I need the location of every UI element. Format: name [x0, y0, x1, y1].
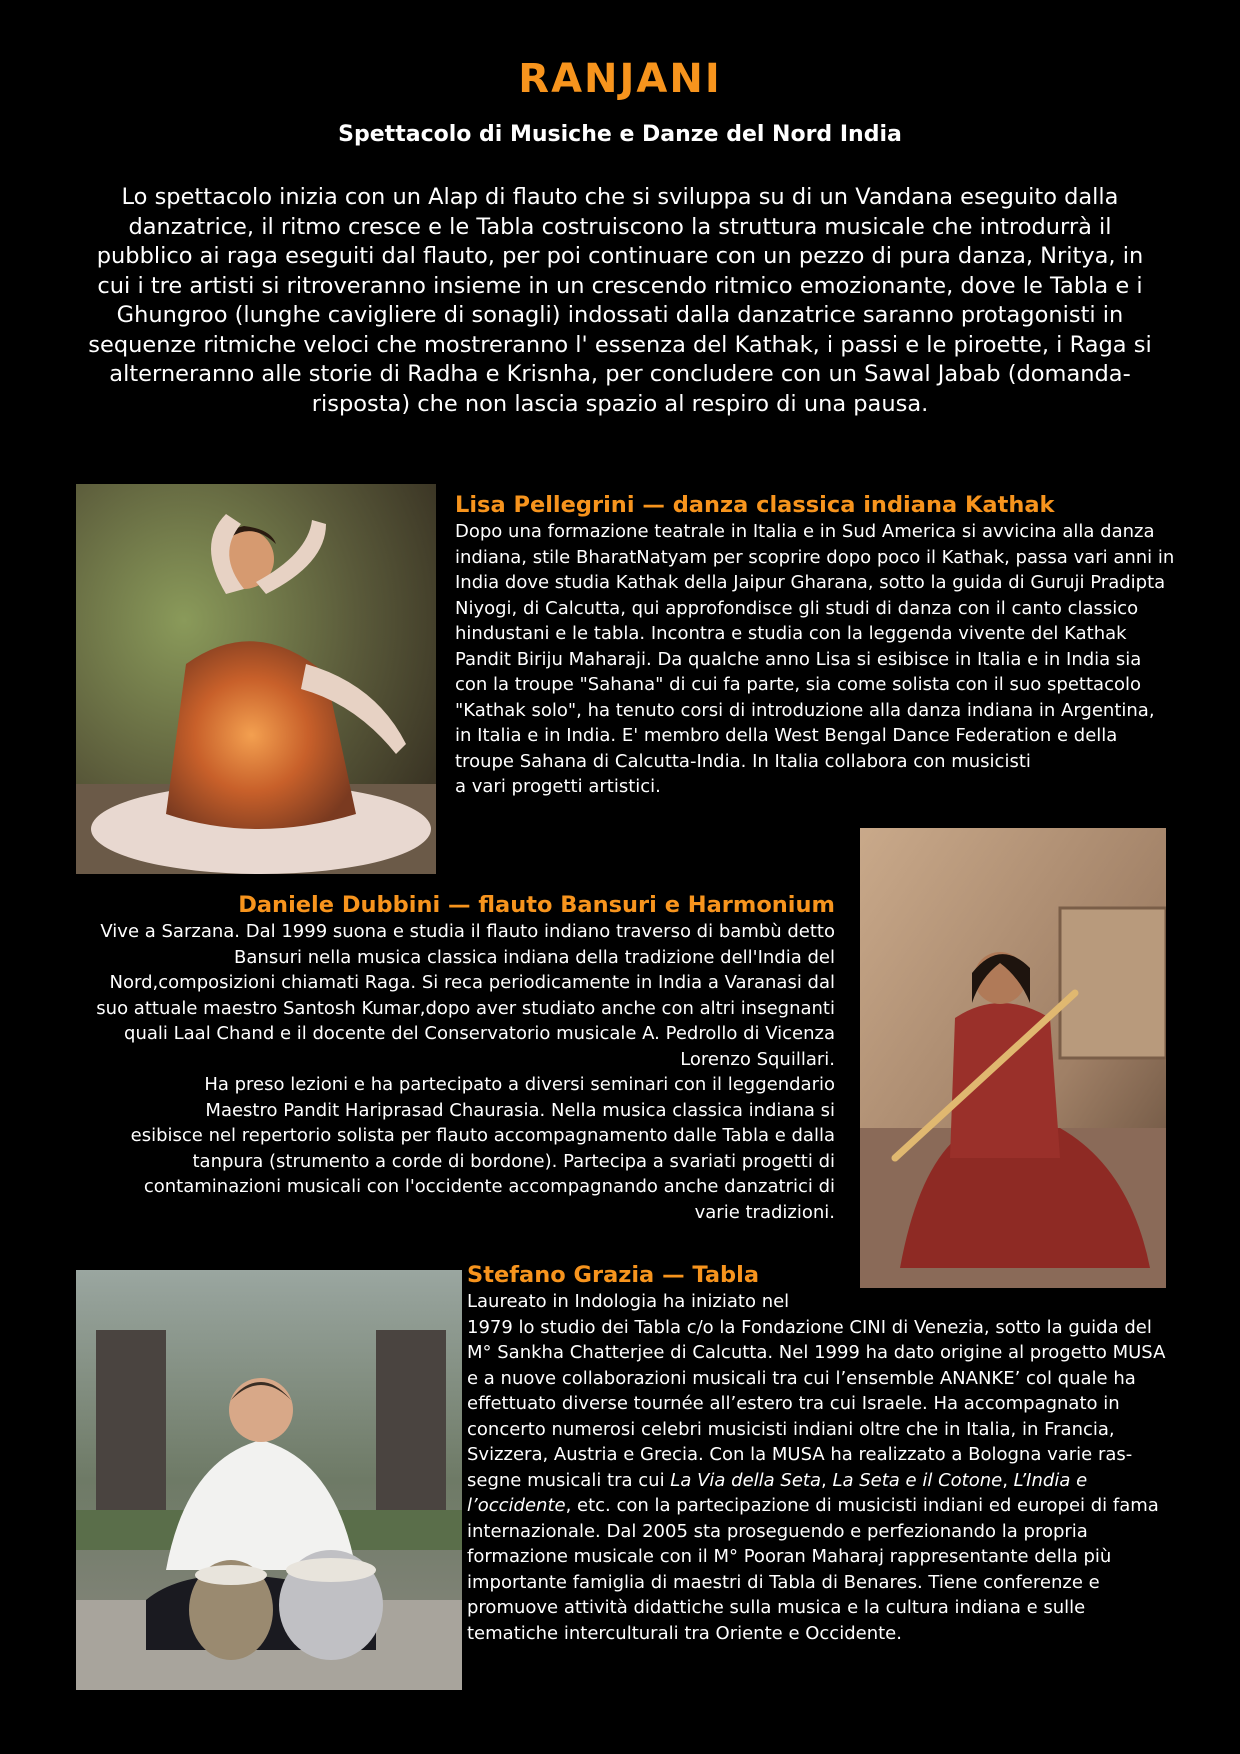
artist-name: Lisa Pellegrini — danza classica indiana Kathak: [455, 492, 1055, 518]
event-title: La Seta e il Cotone: [832, 1469, 1003, 1491]
bio-text: Vive a Sarzana. Dal 1999 suona e studia il flauto indiano traverso di bambù detto Bansuri nella musica classica indiana della tradizione dell'India del Nord,composizioni chiamati Raga. Si reca periodicamente in India a Varanasi dal suo attuale maestro Santosh Kumar,dopo aver studiato anche con altri insegnanti quali Laal Chand e il docente del Conservatorio musicale A. Pedrollo di Vicenza Lorenzo Squillari.: [96, 921, 835, 1070]
separator: ,: [1002, 1469, 1014, 1491]
bio-text: Ha preso lezioni e ha partecipato a diversi seminari con il leggendario Maestro Pandit Hariprasad Chaurasia. Nella musica classica indiana si esibisce nel repertorio solista per flauto accompagnamento dalle Tabla e dalla tanpura (strumento a corde di bordone). Partecipa a svariati progetti di contaminazioni musicali con l'occidente accompagnando anche danzatrici di varie tradizioni.: [130, 1074, 835, 1223]
flute-player-photo: [860, 828, 1166, 1288]
artist-bio-stefano: [467, 1261, 1180, 1646]
event-title: L’India e l’occidente: [467, 1469, 1088, 1516]
bio-text-part: 1979 lo studio dei Tabla c/o la Fondazione CINI di Venezia, sotto la guida del M° Sankha Chatterjee di Calcutta. Nel 1999 ha dato origine al progetto MUSA e a nuove collaborazioni musicali tra cui l’ensemble ANANKE’ col quale ha effettuato diverse tournée all’estero tra cui Israele. Ha accompagnato in concerto numerosi celebri musicisti indiani oltre che in Italia, in Francia, Svizzera, Austria e Grecia. Con la MUSA ha realizzato a Bologna varie ras-segne musicali tra cui: [467, 1316, 1166, 1491]
tabla-player-photo: [76, 1270, 462, 1690]
bio-text-part: , etc. con la partecipazione di musicisti indiani ed europei di fama internazionale. Dal 2005 sta proseguendo e perfezionando la propria formazione musicale con il M° Pooran Maharaj rappresentante della più importante famiglia di maestri di Tabla di Benares. Tiene conferenze e promuove attività didattiche sulla musica e la cultura indiana e sulle tematiche interculturali tra Oriente e Occidente.: [467, 1495, 1159, 1644]
page-subtitle: Spettacolo di Musiche e Danze del Nord India: [338, 122, 902, 147]
dancer-photo: [76, 484, 436, 874]
bio-text: Dopo una formazione teatrale in Italia e in Sud America si avvicina alla danza indiana, stile BharatNatyam per scoprire dopo poco il Kathak, passa vari anni in India dove studia Kathak della Jaipur Gharana, sotto la guida di Guruji Pradipta Niyogi, di Calcutta, qui approfondisce gli studi di danza con il canto classico hindustani e le tabla. Incontra e studia con la leggenda vivente del Kathak Pandit Biriju Maharaji. Da qualche anno Lisa si esibisce in Italia e in India sia con la troupe "Sahana" di cui fa parte, sia come solista con il suo spettacolo "Kathak solo", ha tenuto corsi di introduzione alla danza indiana in Argentina, in Italia e in India. E' membro della West Bengal Dance Federation e della troupe Sahana di Calcutta-India. In Italia collabora con musicisti: [455, 521, 1175, 772]
event-title: La Via della Seta: [670, 1469, 821, 1491]
artist-name: Stefano Grazia — Tabla: [467, 1262, 760, 1288]
bio-text: a vari progetti artistici.: [455, 776, 661, 797]
artist-bio-daniele: [80, 891, 835, 1225]
separator: ,: [821, 1469, 833, 1491]
artist-bio-lisa: [455, 491, 1175, 800]
bio-text: [467, 1315, 1180, 1647]
page-title: RANJANI: [518, 56, 722, 102]
artist-name: Daniele Dubbini — flauto Bansuri e Harmonium: [238, 892, 835, 918]
intro-paragraph: Lo spettacolo inizia con un Alap di flauto che si sviluppa su di un Vandana eseguito dalla danzatrice, il ritmo cresce e le Tabla costruiscono la struttura musicale che introdurrà il pubblico ai raga eseguiti dal flauto, per poi continuare con un pezzo di pura danza, Nritya, in cui i tre artisti si ritroveranno insieme in un crescendo ritmico emozionante, dove le Tabla e i Ghungroo (lunghe cavigliere di sonagli) indossati dalla danzatrice saranno protagonisti in sequenze ritmiche veloci che mostreranno l' essenza del Kathak, i passi e le piroette, i Raga si alterneranno alle storie di Radha e Krisnha, per concludere con un Sawal Jabab (domanda-risposta) che non lascia spazio al respiro di una pausa.: [88, 184, 1152, 417]
bio-text: Laureato in Indologia ha iniziato nel: [467, 1291, 790, 1312]
